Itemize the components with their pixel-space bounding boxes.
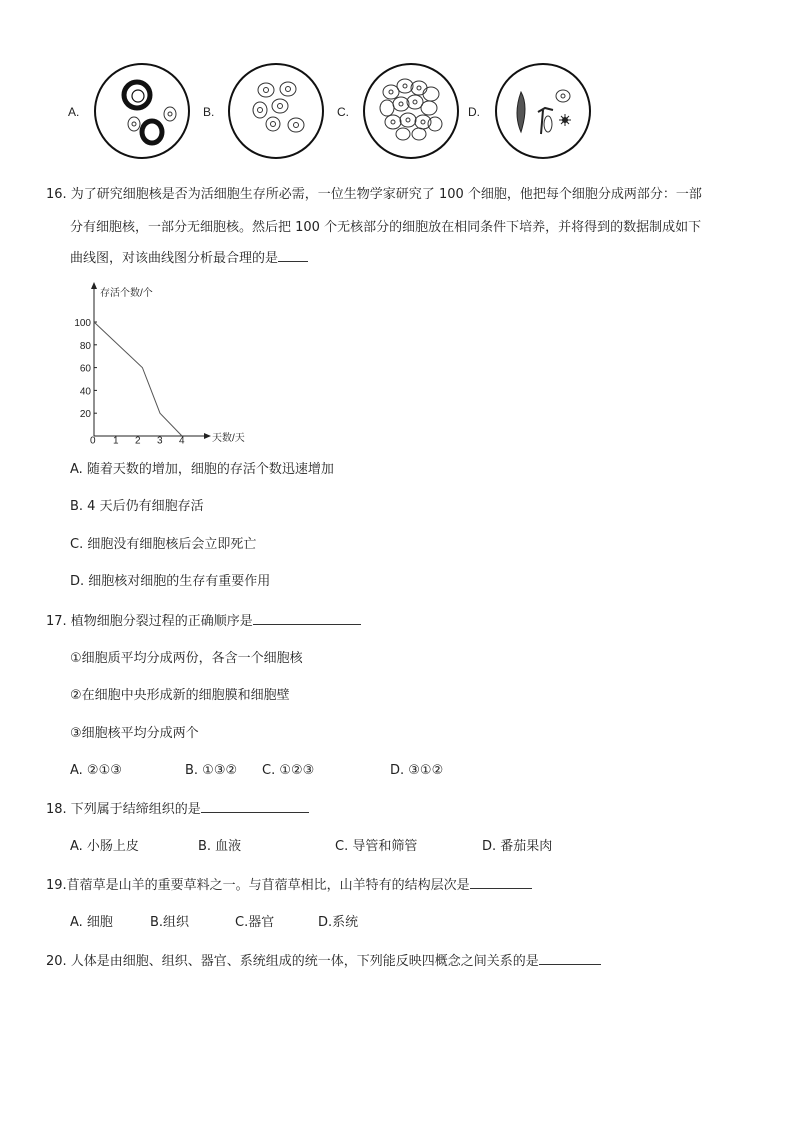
answer-blank: [201, 800, 309, 813]
q17-option-c[interactable]: C. ①②③: [262, 763, 315, 778]
answer-blank: [253, 612, 361, 625]
q15-option-d-image: [493, 62, 593, 162]
q17-stem-text: 17. 植物细胞分裂过程的正确顺序是: [46, 614, 253, 629]
q15-option-b-label: B.: [203, 105, 215, 119]
q18-stem: [46, 800, 309, 819]
q17-option-b[interactable]: B. ①③②: [185, 763, 238, 778]
answer-blank: [470, 876, 532, 889]
x-tick-label: 0: [90, 435, 96, 447]
q18-option-b[interactable]: B. 血液: [198, 839, 242, 854]
q19-option-a[interactable]: A. 细胞: [70, 915, 113, 930]
x-tick-label: 3: [157, 435, 163, 447]
q15-option-c-image: [361, 62, 461, 162]
x-tick-label: 2: [135, 435, 141, 447]
y-tick-label: 20: [79, 409, 91, 421]
y-tick-label: 80: [79, 340, 91, 352]
q17-option-d[interactable]: D. ③①②: [390, 763, 444, 778]
y-tick-label: 60: [79, 363, 91, 375]
q16-stem-line-1: 16. 为了研究细胞核是否为活细胞生存所必需，一位生物学家研究了 100 个细胞，他把每个细胞分成两部分：一部: [46, 187, 702, 202]
x-tick-label: 4: [179, 435, 185, 447]
q18-option-a[interactable]: A. 小肠上皮: [70, 839, 139, 854]
q15-option-d-label: D.: [468, 105, 480, 119]
q19-option-c[interactable]: C.器官: [235, 915, 275, 930]
q16-option-d[interactable]: D. 细胞核对细胞的生存有重要作用: [70, 574, 271, 589]
q17-step-1: ①细胞质平均分成两份，各含一个细胞核: [70, 651, 303, 666]
y-tick-label: 40: [79, 386, 91, 398]
y-axis-arrow: [91, 282, 97, 289]
q19-stem: [46, 876, 532, 895]
q19-option-d[interactable]: D.系统: [318, 915, 359, 930]
x-tick-label: 1: [113, 435, 119, 447]
answer-blank: [539, 952, 601, 965]
q19-stem-text: 19.苜蓿草是山羊的重要草料之一。与苜蓿草相比，山羊特有的结构层次是: [46, 878, 470, 893]
survival-line-chart: [66, 278, 286, 448]
q15-option-a-label: A.: [68, 105, 80, 119]
answer-blank: [278, 249, 308, 262]
q16-stem-text: 曲线图，对该曲线图分析最合理的是: [70, 251, 279, 266]
q16-stem-line-3: [70, 249, 308, 268]
q16-option-c[interactable]: C. 细胞没有细胞核后会立即死亡: [70, 537, 257, 552]
q15-option-b-image: [226, 62, 326, 162]
q19-option-b[interactable]: B.组织: [150, 915, 190, 930]
x-axis-arrow: [204, 433, 211, 439]
q15-option-c-label: C.: [337, 105, 349, 119]
survival-series-line: [94, 322, 182, 436]
y-axis-label: 存活个数/个: [100, 288, 153, 299]
q15-option-a-image: [92, 62, 192, 162]
q20-stem-text: 20. 人体是由细胞、组织、器官、系统组成的统一体，下列能反映四概念之间关系的是: [46, 954, 539, 969]
q18-option-d[interactable]: D. 番茄果肉: [482, 839, 553, 854]
x-tick-labels: [90, 435, 185, 446]
q20-stem: [46, 952, 601, 971]
q16-stem-line-2: 分有细胞核，一部分无细胞核。然后把 100 个无核部分的细胞放在相同条件下培养，并将得到的数据制成如下: [70, 220, 702, 235]
q17-step-3: ③细胞核平均分成两个: [70, 726, 199, 741]
q17-option-a[interactable]: A. ②①③: [70, 763, 122, 778]
q18-option-c[interactable]: C. 导管和筛管: [335, 839, 418, 854]
y-tick-label: 100: [74, 318, 91, 329]
x-axis-label: 天数/天: [212, 433, 245, 444]
q16-option-b[interactable]: B. 4 天后仍有细胞存活: [70, 499, 204, 514]
q17-step-2: ②在细胞中央形成新的细胞膜和细胞壁: [70, 688, 290, 703]
q16-option-a[interactable]: A. 随着天数的增加，细胞的存活个数迅速增加: [70, 462, 334, 477]
q18-stem-text: 18. 下列属于结缔组织的是: [46, 802, 201, 817]
q17-stem: [46, 612, 361, 631]
